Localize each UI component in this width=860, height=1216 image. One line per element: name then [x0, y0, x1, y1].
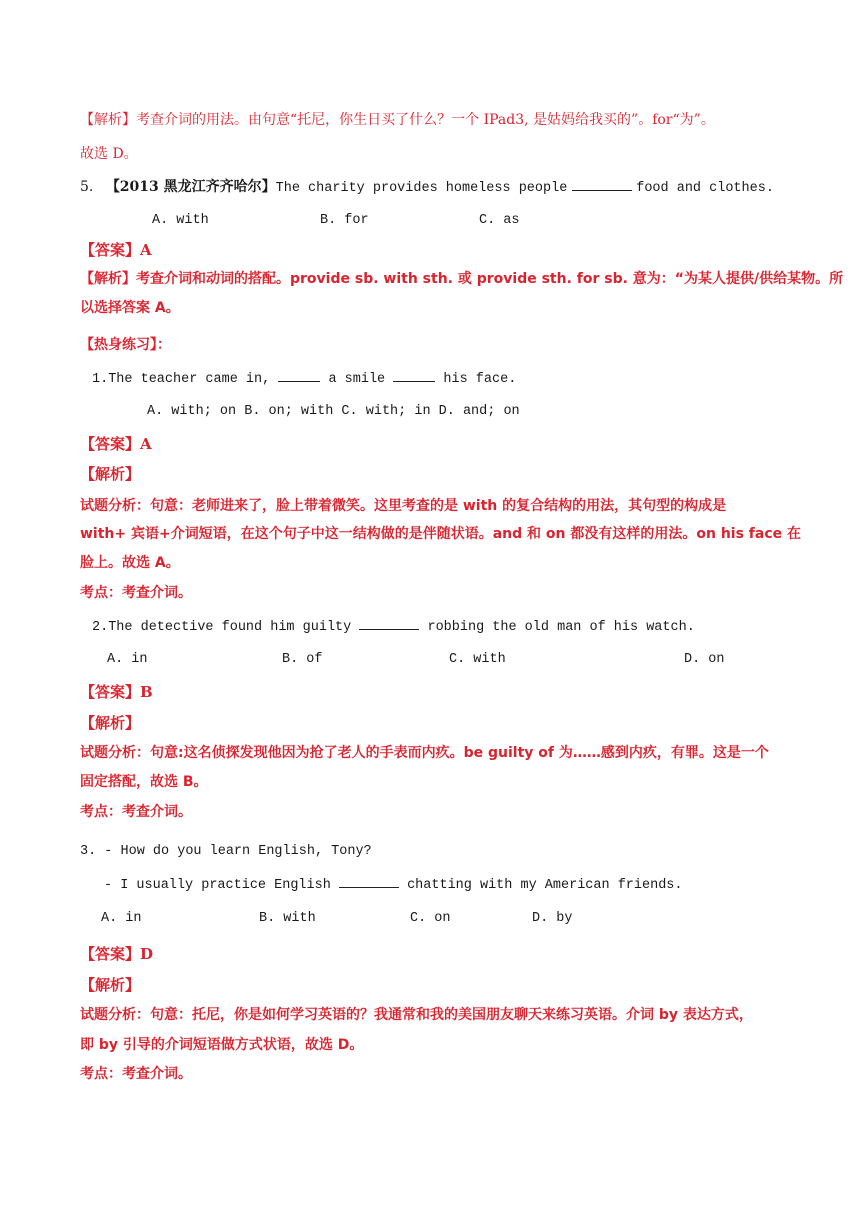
q2-blank — [359, 617, 419, 630]
q3-option-b: B. with — [259, 911, 316, 926]
question-2 — [92, 617, 695, 638]
q1-options: A. with; on B. on; with C. with; in D. and; on — [147, 404, 520, 419]
prev-analysis-line-2: 故选 D。 — [80, 146, 138, 162]
q2-option-c: C. with — [449, 652, 506, 667]
q1-blank-2 — [393, 369, 435, 382]
q2-stem-b: robbing the old man of his watch. — [427, 620, 695, 635]
q1-analysis-line-1: 试题分析：句意：老师进来了，脸上带着微笑。这里考查的是 with 的复合结构的用法，其句型的构成是 — [80, 498, 727, 514]
q3-option-d: D. by — [532, 911, 573, 926]
q3-line-2 — [104, 875, 683, 896]
prev-analysis-line-1: 【解析】考查介词的用法。由句意“托尼，你生日买了什么？一个 IPad3, 是姑妈给我买的”。for“为”。 — [80, 112, 715, 128]
warmup-title: 【热身练习】： — [80, 337, 171, 353]
q5-stem-a: The charity provides homeless people — [275, 181, 568, 196]
q5-option-c: C. as — [479, 213, 520, 228]
q5-stem-b: food and clothes. — [636, 181, 774, 196]
q2-point: 考点：考查介词。 — [80, 804, 192, 820]
q5-number: 5. — [80, 179, 94, 195]
q3-point: 考点：考查介词。 — [80, 1066, 192, 1082]
q2-analysis-line-1: 试题分析：句意:这名侦探发现他因为抢了老人的手表而内疚。be guilty of 为……感到内疚，有罪。这是一个 — [80, 745, 769, 761]
q2-option-b: B. of — [282, 652, 323, 667]
q3-blank — [339, 875, 399, 888]
q2-option-a: A. in — [107, 652, 148, 667]
q1-stem-b: a smile — [328, 372, 386, 387]
q2-answer: 【答案】B — [80, 683, 153, 701]
q5-blank — [572, 178, 632, 191]
q1-stem-c: his face. — [443, 372, 517, 387]
q1-stem-a: 1.The teacher came in, — [92, 372, 271, 387]
q1-analysis-label: 【解析】 — [80, 465, 141, 483]
q5-option-a: A. with — [152, 213, 209, 228]
q5-source: 【2013 黑龙江齐齐哈尔】 — [105, 179, 276, 195]
q3-option-a: A. in — [101, 911, 142, 926]
q2-option-d: D. on — [684, 652, 725, 667]
question-1 — [92, 369, 516, 390]
q2-stem-a: 2.The detective found him guilty — [92, 620, 352, 635]
q3-analysis-label: 【解析】 — [80, 976, 141, 994]
q3-analysis-line-2: 即 by 引导的介词短语做方式状语，故选 D。 — [80, 1037, 364, 1053]
q1-blank-1 — [278, 369, 320, 382]
question-5 — [80, 177, 774, 199]
q1-analysis-line-2: with+ 宾语+介词短语，在这个句子中这一结构做的是伴随状语。and 和 on 都没有这样的用法。on his face 在 — [80, 526, 802, 542]
q1-analysis-line-3: 脸上。故选 A。 — [80, 555, 180, 571]
q3-option-c: C. on — [410, 911, 451, 926]
q5-analysis-line-1: 【解析】考查介词和动词的搭配。provide sb. with sth. 或 provide sth. for sb. 意为：“为某人提供/供给某物。所 — [80, 271, 844, 287]
q3-answer: 【答案】D — [80, 945, 154, 963]
q5-option-b: B. for — [320, 213, 369, 228]
q1-answer: 【答案】A — [80, 435, 152, 453]
q2-analysis-line-2: 固定搭配，故选 B。 — [80, 774, 208, 790]
q3-analysis-line-1: 试题分析：句意：托尼，你是如何学习英语的？我通常和我的美国朋友聊天来练习英语。介词 by 表达方式， — [80, 1007, 753, 1023]
q3-line-2-b: chatting with my American friends. — [407, 878, 683, 893]
q1-point: 考点：考查介词。 — [80, 585, 192, 601]
q2-analysis-label: 【解析】 — [80, 714, 141, 732]
q5-answer: 【答案】A — [80, 241, 152, 259]
q3-line-1: 3. - How do you learn English, Tony? — [80, 844, 372, 859]
q5-analysis-line-2: 以选择答案 A。 — [80, 300, 180, 316]
q3-line-2-a: - I usually practice English — [104, 878, 331, 893]
